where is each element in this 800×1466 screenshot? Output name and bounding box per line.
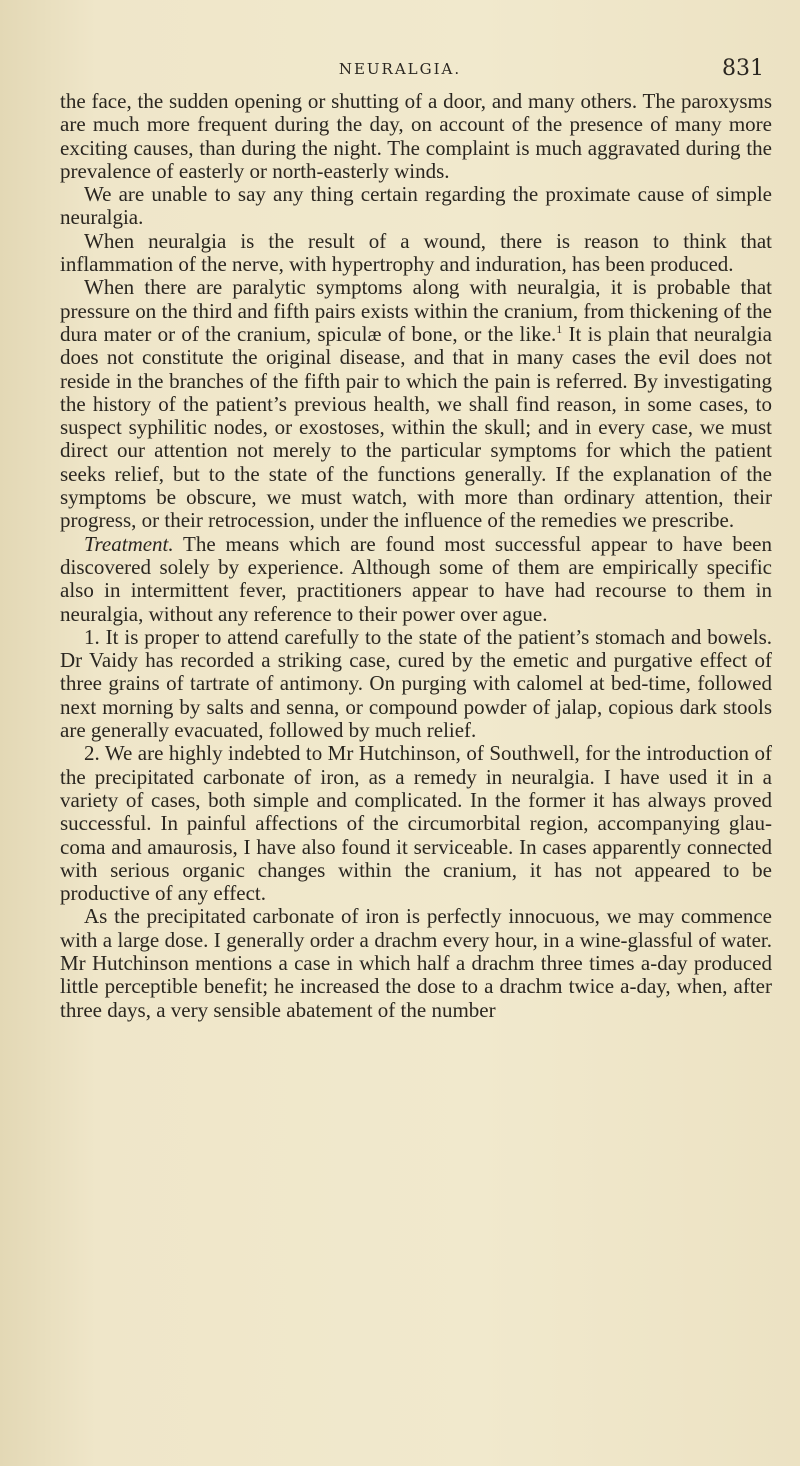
running-head xyxy=(0,56,800,84)
paragraph-wound: When neuralgia is the result of a wound, there is reason to think that inflammation of the nerve, with hypertrophy and induration, has been produced. xyxy=(60,228,772,277)
paragraph-paralytic-text-b: It is plain that neuralgia does not constitute the original disease, and that in many cases the evil does not reside in the branches of the fifth pair to which the pain is referred. By investigating the history of the patient’s previous health, we shall find reason, in some cases, to suspect syphilitic nodes, or exostoses, within the skull; and in every case, we must direct our attention not merely to the particular symptoms for which the patient seeks relief, but to the state of the functions generally. If the explanation of the symptoms be obscure, we must watch, with more than ordinary attention, their progress, or their retrocession, under the influence of the remedies we prescribe. xyxy=(60,321,772,533)
list-item-stomach-bowels: 1. It is proper to attend carefully to the state of the patient’s stomach and bowels. Dr Vaidy has recorded a striking case, cured by the emetic and purgative effect of three grains of tartrate of antimony. On purging with calomel at bed-time, followed next morning by salts and senna, or compound powder of jalap, copious dark stools are generally evacuated, followed by much relief. xyxy=(60,624,772,743)
treatment-text: The means which are found most successful appear to have been discovered solely by experience. Although some of them are empirically specific also in intermittent fever, practitioners appear to have had recourse to them in neuralgia, without any reference to their power over ague. xyxy=(60,531,772,626)
paragraph-dosage: As the precipitated carbonate of iron is perfectly innocuous, we may commence with a large dose. I generally order a drachm every hour, in a wine-glassful of water. Mr Hutchinson mentions a case in which half a drachm three times a-day produced little perceptible benefit; he increased the dose to a drachm twice a-day, when, after three days, a very sensible abatement of the number xyxy=(60,904,772,1022)
paragraph-continued: the face, the sudden opening or shutting of a door, and many others. The paroxysms are much more frequent during the day, on account of the presence of many more exciting causes, than during the night. The complaint is much aggravated during the prevalence of easterly or north-easterly winds. xyxy=(60,89,772,183)
list-item-carbonate-of-iron: 2. We are highly indebted to Mr Hutchinson, of Southwell, for the introduction of the precipitated carbonate of iron, as a remedy in neuralgia. I have used it in a variety of cases, both simple and complicated. In the former it has always proved successful. In painful affections of the circumorbital region, accompanying glaucoma and amaurosis, I have also found it serviceable. In cases apparently connected with serious organic changes within the cranium, it has not appeared to be productive of any effect. xyxy=(60,741,772,906)
paragraph-paralytic-text-a: When there are paralytic symptoms along with neuralgia, it is probable that pressure on the third and fifth pairs exists within the cranium, from thickening of the dura mater or of the cranium, spiculæ of bone, or the like. xyxy=(60,275,772,346)
paragraph-paralytic-symptoms xyxy=(60,276,772,532)
paragraph-proximate-cause: We are unable to say any thing certain regarding the proximate cause of simple neuralgia. xyxy=(60,182,772,230)
treatment-heading: Treatment. xyxy=(84,531,174,556)
page-number: 831 xyxy=(722,56,764,81)
paragraph-treatment xyxy=(60,533,772,626)
running-title: NEURALGIA. xyxy=(338,60,462,78)
body-text xyxy=(60,90,772,1022)
footnote-marker: 1 xyxy=(556,321,563,336)
